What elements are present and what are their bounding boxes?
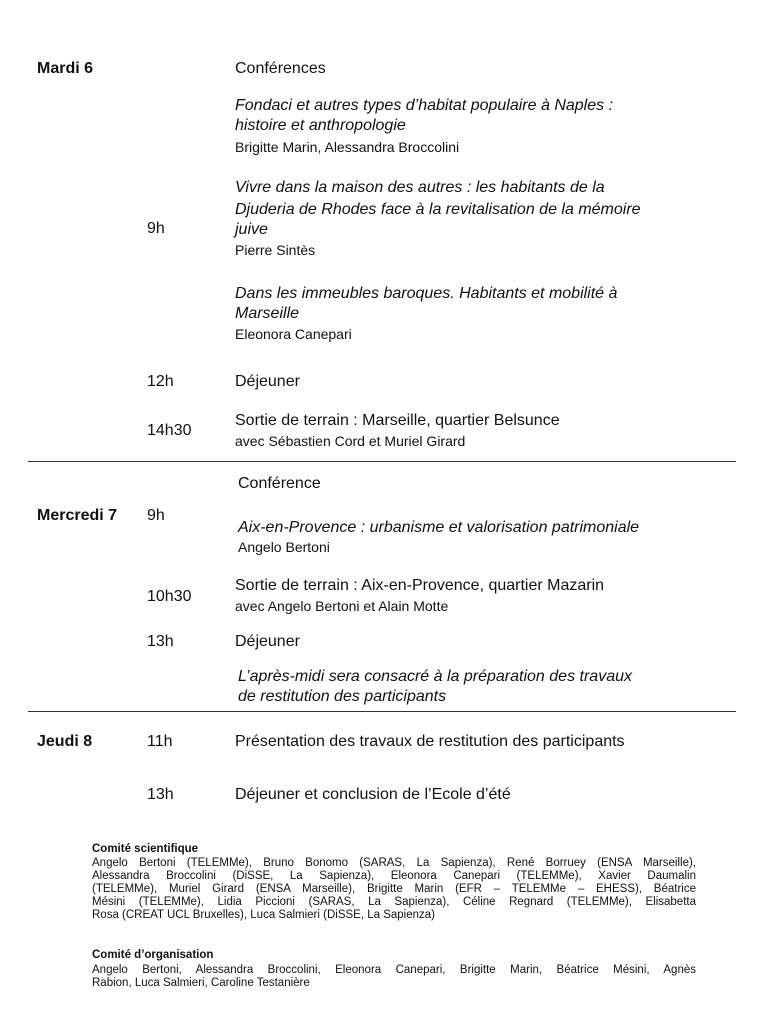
lunch-item: Déjeuner <box>235 373 300 390</box>
day-divider <box>28 711 736 712</box>
committee-line: Angelo Bertoni, Alessandra Broccolini, Eleonora Canepari, Brigitte Marin, Béatrice Mésini, Agnès <box>92 964 696 976</box>
field-trip-guides: avec Angelo Bertoni et Alain Motte <box>235 598 449 614</box>
talk-title-line: Dans les immeubles baroques. Habitants et mobilité à <box>235 285 618 302</box>
committee-line: Rabion, Luca Salmieri, Caroline Testanière <box>92 977 310 989</box>
scientific-committee-members <box>92 857 696 922</box>
afternoon-note-line: de restitution des participants <box>238 688 447 705</box>
time-label: 9h <box>147 507 165 524</box>
committee-line: Alessandra Broccolini (DiSSE, La Sapienza), Eleonora Canepari (TELEMMe), Xavier Daumalin <box>92 870 696 882</box>
day-label-thursday: Jeudi 8 <box>37 733 93 750</box>
time-label: 9h <box>147 220 165 237</box>
day-label-tuesday: Mardi 6 <box>37 60 94 77</box>
afternoon-note-line: L’après-midi sera consacré à la préparation des travaux <box>238 668 632 685</box>
day-divider <box>28 461 736 462</box>
closing-item: Déjeuner et conclusion de l’Ecole d’été <box>235 786 511 803</box>
time-label: 11h <box>147 733 173 750</box>
talk-speakers: Eleonora Canepari <box>235 326 352 342</box>
talk-speakers: Pierre Sintès <box>235 242 316 258</box>
organisation-committee-members <box>92 964 696 990</box>
talk-title-line: histoire et anthropologie <box>235 117 406 134</box>
talk-title-line: Aix-en-Provence : urbanisme et valorisation patrimoniale <box>238 519 640 536</box>
time-label: 13h <box>147 786 174 803</box>
day-label-wednesday: Mercredi 7 <box>37 507 118 524</box>
conference-heading: Conférence <box>238 475 321 492</box>
conferences-heading: Conférences <box>235 60 326 77</box>
time-label: 14h30 <box>147 422 192 439</box>
talk-title-line: juive <box>235 221 268 238</box>
talk-speakers: Brigitte Marin, Alessandra Broccolini <box>235 139 460 155</box>
time-label: 13h <box>147 633 174 650</box>
field-trip-item: Sortie de terrain : Aix-en-Provence, quartier Mazarin <box>235 577 605 594</box>
talk-title-line: Vivre dans la maison des autres : les habitants de la <box>235 179 605 196</box>
scientific-committee-heading: Comité scientifique <box>92 843 199 855</box>
time-label: 10h30 <box>147 588 192 605</box>
field-trip-guides: avec Sébastien Cord et Muriel Girard <box>235 433 466 449</box>
lunch-item: Déjeuner <box>235 633 300 650</box>
organisation-committee-heading: Comité d’organisation <box>92 949 214 961</box>
talk-title-line: Djuderia de Rhodes face à la revitalisation de la mémoire <box>235 201 641 218</box>
committee-line: Angelo Bertoni (TELEMMe), Bruno Bonomo (SARAS, La Sapienza), René Borruey (ENSA Marseille), <box>92 857 696 869</box>
committee-line: Mésini (TELEMMe), Lidia Piccioni (SARAS, La Sapienza), Céline Regnard (TELEMMe), Elisabetta <box>92 896 696 908</box>
presentation-item: Présentation des travaux de restitution des participants <box>235 733 625 750</box>
field-trip-item: Sortie de terrain : Marseille, quartier Belsunce <box>235 412 560 429</box>
talk-speakers: Angelo Bertoni <box>238 539 330 555</box>
talk-title-line: Fondaci et autres types d’habitat populaire à Naples : <box>235 97 614 114</box>
committee-line: (TELEMMe), Muriel Girard (ENSA Marseille), Brigitte Marin (EFR – TELEMMe – EHESS), Béatrice <box>92 883 696 895</box>
time-label: 12h <box>147 373 174 390</box>
committee-line: Rosa (CREAT UCL Bruxelles), Luca Salmieri (DiSSE, La Sapienza) <box>92 909 435 921</box>
talk-title-line: Marseille <box>235 305 300 322</box>
